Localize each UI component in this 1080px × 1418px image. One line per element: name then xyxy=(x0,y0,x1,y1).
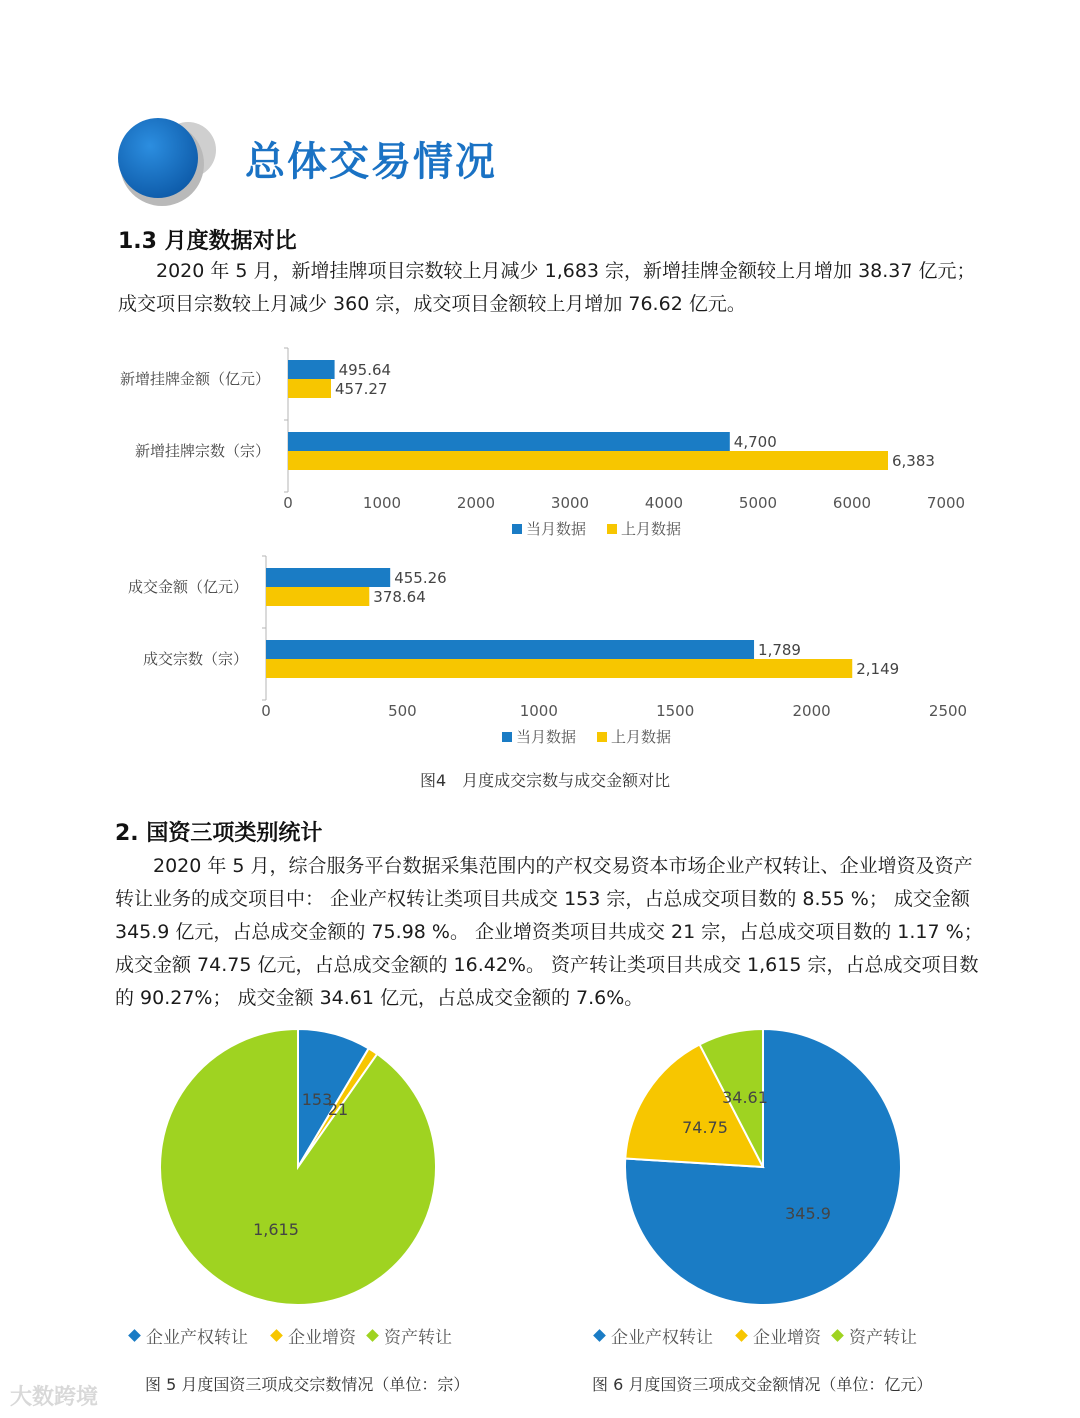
legend-label: 企业增资 xyxy=(288,1328,356,1348)
paragraph-line: 345.9 亿元，占总成交金额的 75.98 %。 企业增资类项目共成交 21 宗，占总成交项目数的 1.17 %； xyxy=(115,921,983,943)
figure-6-caption: 图 6 月度国资三项成交金额情况（单位：亿元） xyxy=(592,1375,933,1394)
x-tick-label: 6000 xyxy=(832,494,872,512)
pie-slice xyxy=(160,1029,436,1305)
data-label: 2,149 xyxy=(856,660,900,678)
category-label: 新增挂牌宗数（宗） xyxy=(134,442,270,460)
bar xyxy=(288,360,335,379)
x-tick-label: 4000 xyxy=(644,494,684,512)
legend-swatch xyxy=(270,1329,283,1342)
slice-label: 345.9 xyxy=(785,1204,831,1223)
x-tick-label: 2000 xyxy=(792,702,831,720)
legend-swatch xyxy=(597,732,607,742)
x-tick-label: 1500 xyxy=(656,702,695,720)
x-tick-label: 0 xyxy=(283,494,293,512)
data-label: 378.64 xyxy=(373,588,426,606)
x-tick-label: 1000 xyxy=(519,702,558,720)
paragraph-line: 成交金额 74.75 亿元，占总成交金额的 16.42%。 资产转让类项目共成交 1,615 宗，占总成交项目数 xyxy=(115,954,979,976)
slice-label: 34.61 xyxy=(722,1088,768,1107)
category-label: 新增挂牌金额（亿元） xyxy=(119,370,270,388)
legend-label: 资产转让 xyxy=(384,1328,452,1348)
data-label: 455.26 xyxy=(394,569,447,587)
x-tick-label: 5000 xyxy=(738,494,778,512)
legend-label: 当月数据 xyxy=(516,728,577,746)
bar xyxy=(266,640,754,659)
legend-swatch xyxy=(607,524,617,534)
figure-5-caption: 图 5 月度国资三项成交宗数情况（单位：宗） xyxy=(145,1375,470,1394)
legend-swatch xyxy=(128,1329,141,1342)
paragraph-line: 2020 年 5 月，综合服务平台数据采集范围内的产权交易资本市场企业产权转让、企业增资及资产 xyxy=(153,855,973,877)
legend-label: 企业产权转让 xyxy=(611,1328,713,1348)
x-tick-label: 2000 xyxy=(456,494,496,512)
data-label: 1,789 xyxy=(758,641,801,659)
x-tick-label: 3000 xyxy=(550,494,590,512)
bar xyxy=(288,432,730,451)
legend-label: 上月数据 xyxy=(621,520,682,538)
legend-swatch xyxy=(512,524,522,534)
legend-swatch xyxy=(735,1329,748,1342)
category-label: 成交金额（亿元） xyxy=(127,578,248,596)
bar-chart-transactions xyxy=(100,548,980,758)
bar xyxy=(266,659,852,678)
section-heading-1-3: 1.3 月度数据对比 xyxy=(118,229,297,254)
x-tick-label: 0 xyxy=(261,702,271,720)
x-tick-label: 1000 xyxy=(362,494,402,512)
slice-label: 21 xyxy=(327,1100,349,1119)
pie-chart-transaction-amount xyxy=(575,1015,955,1360)
legend-label: 当月数据 xyxy=(526,520,587,538)
bar xyxy=(266,568,390,587)
legend-swatch xyxy=(831,1329,844,1342)
legend-label: 企业增资 xyxy=(753,1328,821,1348)
data-label: 457.27 xyxy=(334,380,388,398)
legend-swatch xyxy=(593,1329,606,1342)
x-tick-label: 500 xyxy=(388,702,417,720)
slice-label: 153 xyxy=(301,1090,333,1109)
paragraph-line: 2020 年 5 月，新增挂牌项目宗数较上月减少 1,683 宗，新增挂牌金额较上月增加 38.37 亿元； xyxy=(156,260,976,282)
paragraph-line: 的 90.27%； 成交金额 34.61 亿元，占总成交金额的 7.6%。 xyxy=(115,987,644,1009)
data-label: 4,700 xyxy=(733,433,777,451)
data-label: 6,383 xyxy=(892,452,935,470)
watermark-logo: 大数跨境 xyxy=(10,1385,99,1410)
x-tick-label: 7000 xyxy=(926,494,966,512)
paragraph-line: 转让业务的成交项目中： 企业产权转让类项目共成交 153 宗，占总成交项目数的 8.55 %； 成交金额 xyxy=(115,888,970,910)
figure-4-caption: 图4 月度成交宗数与成交金额对比 xyxy=(420,771,671,790)
bar-chart-new-listings xyxy=(100,340,980,550)
category-label: 成交宗数（宗） xyxy=(142,650,248,668)
slice-label: 74.75 xyxy=(682,1118,728,1137)
bar xyxy=(288,451,888,470)
legend-swatch xyxy=(502,732,512,742)
legend-label: 上月数据 xyxy=(611,728,672,746)
paragraph-line: 成交项目宗数较上月减少 360 宗，成交项目金额较上月增加 76.62 亿元。 xyxy=(118,293,746,315)
slice-label: 1,615 xyxy=(253,1220,299,1239)
legend-label: 资产转让 xyxy=(849,1328,917,1348)
bar xyxy=(266,587,369,606)
data-label: 495.64 xyxy=(338,361,392,379)
pie-chart-transaction-count xyxy=(110,1015,490,1360)
bar xyxy=(288,379,331,398)
section-heading-2: 2. 国资三项类别统计 xyxy=(115,821,323,846)
x-tick-label: 2500 xyxy=(928,702,968,720)
legend-swatch xyxy=(366,1329,379,1342)
page-title: 总体交易情况 xyxy=(245,139,497,185)
header-circle-decoration xyxy=(110,110,230,210)
legend-label: 企业产权转让 xyxy=(146,1328,248,1348)
